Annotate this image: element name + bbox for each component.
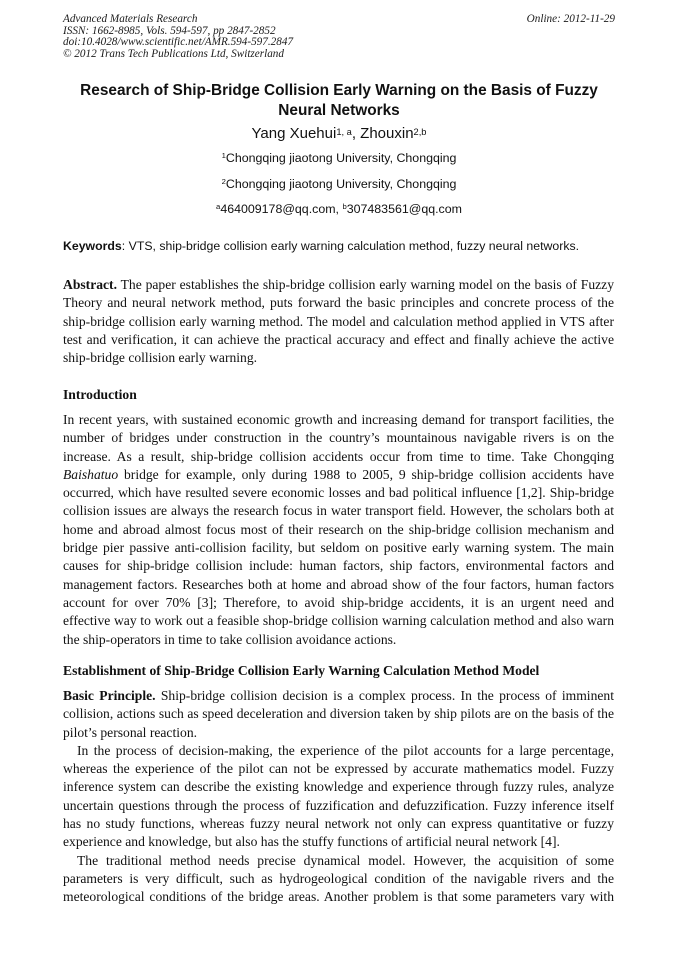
journal-name: Advanced Materials Research (63, 13, 198, 25)
doi-line: doi:10.4028/www.scientific.net/AMR.594-597.2847 (63, 36, 294, 49)
intro-italic-term: Baishatuo (63, 466, 119, 482)
author-emails (63, 201, 615, 217)
keywords-text: : VTS, ship-bridge collision early warning calculation method, fuzzy neural networks. (121, 239, 580, 253)
copyright-line: © 2012 Trans Tech Publications Ltd, Switzerland (63, 47, 284, 60)
email-separator: , (335, 202, 343, 216)
keywords-label: Keywords (63, 239, 122, 253)
affiliation-mark: 2 (221, 177, 226, 186)
affiliation-text: Chongqing jiaotong University, Chongqing (225, 151, 457, 165)
abstract (63, 276, 614, 367)
affiliation-2 (63, 176, 615, 192)
affiliation-text: Chongqing jiaotong University, Chongqing (225, 177, 457, 191)
affiliation-mark: 1 (221, 151, 226, 160)
journal-header (63, 14, 293, 60)
section-heading-introduction: Introduction (63, 387, 137, 402)
email-address: 464009178@qq.com (220, 202, 336, 216)
author-name: Zhouxin (360, 125, 414, 142)
keywords (63, 238, 623, 254)
abstract-text: The paper establishes the ship-bridge collision early warning model on the basis of Fuzzy Theory and neural network method, puts forward the basic principles and concrete process of the ship-bridge collision early warning method. The model and calculation method applied in VTS after test and verification, it can achieve the practical accuracy and effect and finally achieve the active ship-bridge collision early warning. (63, 277, 614, 366)
affiliation-1 (63, 150, 615, 166)
decision-making-paragraph: In the process of decision-making, the experience of the pilot accounts for a large percentage, whereas the experience of the pilot can not be expressed by accurate mathematics model. Fuzzy inference system can describe the existing knowledge and experience through fuzzy rules, analyze uncertain questions through the process of fuzzification and defuzzification. Fuzzy inference itself has no study functions, whereas fuzzy neural network not only can express quantitative or fuzzy experience and knowledge, but also has the stuffy functions of artificial neural network [4]. (63, 742, 614, 850)
email-mark: b (342, 202, 347, 211)
intro-text-part-2: bridge for example, only during 1988 to 2005, 9 ship-bridge collision accidents have occurred, which have resulted severe economic losses and bad political influence [1,2]. Ship-bridge collision issues are always the research focus in water transport field. However, the scholars both at home and abroad almost focus most of their research on the ship-bridge collision mechanism and bridge pier passive anti-collision facility, but seldom on positive early warning system. The main causes for ship-bridge collision include: human factors, ship factors, environmental factors and management factors. Researches both at home and abroad show of the four factors, human factors account for over 70% [3]; Therefore, to avoid ship-bridge accidents, it is an urgent need and effective way to work out a feasible shop-bridge collision warning calculation method and also warn the ship-operators in time to take collision avoidance actions. (63, 466, 614, 647)
author-name: Yang Xuehui (251, 125, 337, 142)
basic-principle-text: Ship-bridge collision decision is a complex process. In the process of imminent collision, actions such as speed deceleration and diversion taken by ship pilots are on the basis of the pilot’s personal reaction. (63, 688, 614, 740)
introduction-paragraph (63, 411, 614, 649)
basic-principle-label: Basic Principle. (63, 688, 156, 703)
establishment-body (63, 687, 614, 907)
section-heading-establishment: Establishment of Ship-Bridge Collision Early Warning Calculation Method Model (63, 663, 540, 678)
email-mark: a (216, 202, 221, 211)
basic-principle-paragraph (63, 687, 614, 742)
author-marks: 2,b (413, 127, 427, 137)
intro-text-part-1: In recent years, with sustained economic growth and increasing demand for transport facilities, the number of bridges under construction in the country’s mountainous navigable rivers is on the increase. As a result, ship-bridge collision accidents occur from time to time. Take Chongqing (63, 412, 614, 464)
author-marks: 1, a (336, 127, 352, 137)
paper-title: Research of Ship-Bridge Collision Early Warning on the Basis of Fuzzy Neural Networks (80, 82, 598, 119)
abstract-label: Abstract. (63, 277, 117, 292)
author-line (63, 124, 615, 144)
issn-line: ISSN: 1662-8985, Vols. 594-597, pp 2847-2852 (63, 24, 276, 37)
email-address: 307483561@qq.com (346, 202, 462, 216)
author-separator: , (351, 125, 361, 142)
traditional-method-paragraph: The traditional method needs precise dynamical model. However, the acquisition of some parameters is very difficult, such as hydrogeological condition of the navigable rivers and the meteorological conditions of the bridge areas. Another problem is that some parameters vary with (63, 852, 614, 905)
online-date: Online: 2012-11-29 (526, 13, 615, 25)
